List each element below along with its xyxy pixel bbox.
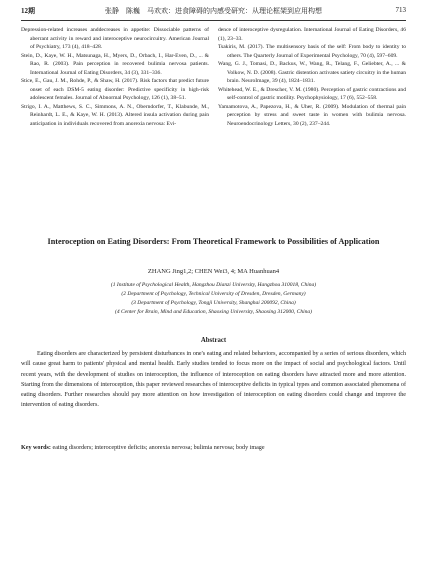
reference-item: Tsakiris, M. (2017). The multisensory basis of the self: From body to identity to others. The Quarterly Journal of Experimental Psychology, 70 (4), 597–609.: [218, 44, 406, 59]
keywords-text: eating disorders; interoceptive deficits; anorexia nervosa; bulimia nervosa; body image: [52, 445, 265, 451]
reference-item: dence of interoceptive dysregulation. International Journal of Eating Disorders, 46 (1), 23–33.: [218, 27, 406, 42]
author-list: ZHANG Jing1,2; CHEN Wei3, 4; MA Huanhuan4: [147, 268, 280, 275]
affiliation: (2 Department of Psychology, Technical University of Dresden, Dresden, Germany): [121, 291, 306, 297]
references-right-column: [218, 26, 406, 128]
reference-item: Stice, E., Gau, J. M., Rohde, P., & Shaw, H. (2017). Risk factors that predict future onset of each DSM-5 eating disorder: Predictive specificity in high-risk adolescent females. Journal of Abnormal Psychology, 126 (1), 38–51.: [21, 78, 209, 101]
affiliations: [21, 281, 406, 317]
reference-item: Stein, D., Kaye, W. H., Matsunaga, H., Myers, D., Orbach, I., Har-Even, D., ... & Rao, R. (2003). Pain perception in recovered bulimia nervosa patients. International Journal of Eating Disorders, 34 (3), 331–336.: [21, 52, 209, 76]
affiliation: (3 Department of Psychology, Tongji University, Shanghai 200092, China): [131, 300, 296, 306]
reference-item: Depression-related increases anddecreases in appetite: Dissociable patterns of aberrant activity in reward and interoceptive neurocircuitry. American Journal of Psychiatry, 173 (4), 418–428.: [21, 27, 209, 50]
running-title: 张静 陈巍 马欢欢：进食障碍的内感受研究：从理论框架到应用构想: [105, 7, 322, 15]
header-rule: [21, 20, 406, 21]
reference-item: Wang, G. J., Tomasi, D., Backus, W., Wang, R., Telang, F., Geliebter, A., ... & Volkow, N. D. (2008). Gastric distention activates satiety circuitry in the human brain. NeuroImage, 39 (4), 1824–1831.: [218, 61, 406, 84]
keywords-label: Key words:: [21, 445, 51, 451]
references-left-column: [21, 26, 209, 128]
page-number: 713: [395, 6, 406, 14]
affiliation: (1 Institute of Psychological Health, Hangzhou Dianzi University, Hangzhou 310018, China): [110, 282, 317, 288]
keywords-line: [21, 445, 406, 451]
abstract-body: Eating disorders are characterized by persistent disturbances in one's eating and related behaviors, accompanied by a series of serious disorders, which will cause great harm to patients' physical and mental health. Early studies tended to focus more on the impact of social and psychological factors. Until recent years, with the development of studies on interoception, the influence of interoception on eating disorders have attracted more and more attention. Starting from the dimensions of interoception, this paper reviewed researches of interoceptive deficits in typical types and common associated phenomena of eating disorders. Further researches should pay more attention on how investigation of interoception on eating disorders could change and improve the intervention of eating disorders.: [21, 351, 406, 409]
affiliation: (4 Center for Brain, Mind and Education, Shaoxing University, Shaoxing 312000, China): [115, 309, 312, 315]
issue-number: 12期: [21, 7, 35, 15]
reference-item: Yamamotova, A., Papezova, H., & Uher, R. (2009). Modulation of thermal pain perception by stress and sweet taste in women with bulimia nervosa. Neuroendocrinology Letters, 30 (2), 237–244.: [218, 103, 406, 127]
reference-item: Strigo, I. A., Matthews, S. C., Simmons, A. N., Oberndorfer, T., Klabunde, M., Reinhardt, L. E., & Kaye, W. H. (2013). Altered insula activation during pain anticipation in individuals recovered from anorexia nervosa: Evi-: [21, 103, 209, 127]
running-header: [21, 6, 406, 20]
paper-title: Interoception on Eating Disorders: From Theoretical Framework to Possibilities of Application: [47, 237, 380, 246]
reference-item: Whitehead, W. E., & Drescher, V. M. (1980). Perception of gastric contractions and self-control of gastric motility. Psychophysiology, 17 (6), 552–558.: [218, 86, 406, 101]
abstract-heading: Abstract: [200, 337, 227, 344]
